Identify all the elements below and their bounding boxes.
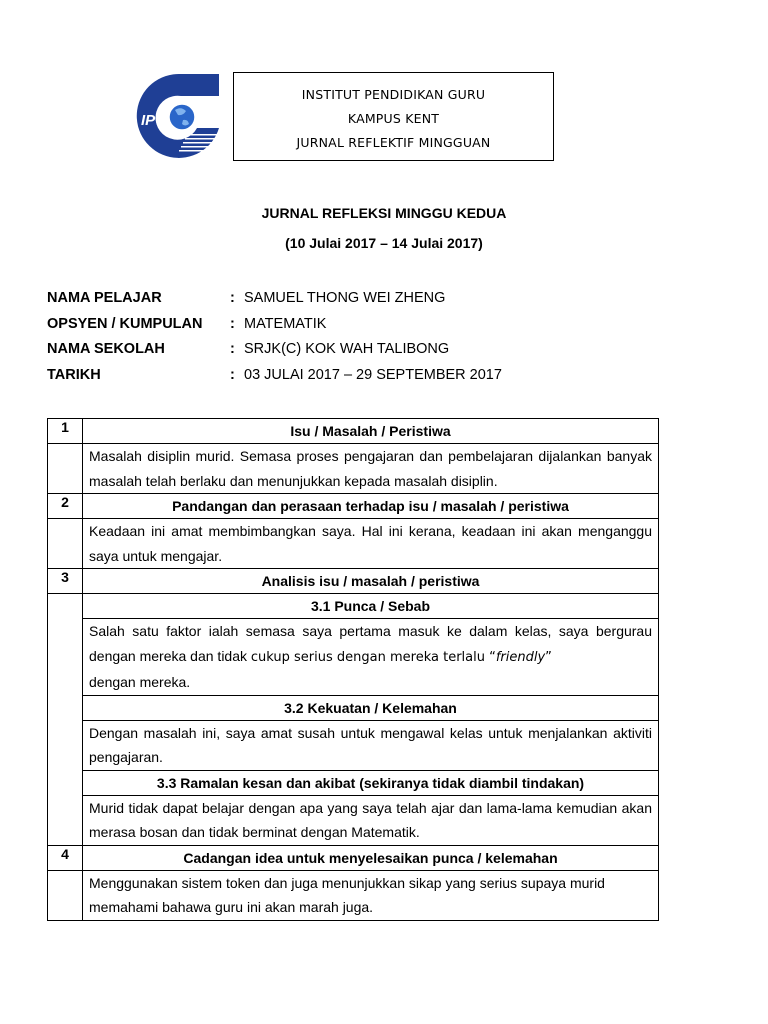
info-colon: :: [230, 366, 235, 383]
institute-header-box: [233, 72, 554, 161]
table-row: [48, 770, 659, 795]
text-part: Salah satu faktor ialah semasa saya pertama masuk ke dalam kelas, saya bergurau dengan mereka dan tidak: [89, 623, 652, 664]
info-row-option: [47, 316, 502, 342]
info-row-name: [47, 290, 502, 316]
table-row: [48, 870, 659, 920]
info-label: NAMA PELAJAR: [47, 290, 162, 306]
header-line-3: JURNAL REFLEKTIF MINGGUAN: [296, 135, 491, 150]
ipg-logo: [135, 70, 220, 165]
header-line-2: KAMPUS KENT: [347, 111, 440, 126]
table-row: [48, 444, 659, 494]
table-row: [48, 845, 659, 870]
info-row-date: [47, 367, 502, 393]
section-text: Keadaan ini amat membimbangkan saya. Hal ini kerana, keadaan ini akan menganggu saya untuk mengajar.: [83, 519, 659, 569]
table-row: [48, 619, 659, 696]
section-text: Masalah disiplin murid. Semasa proses pengajaran dan pembelajaran dijalankan banyak masalah telah berlaku dan menunjukkan kepada masalah disiplin.: [83, 444, 659, 494]
journal-title: JURNAL REFLEKSI MINGGU KEDUA: [261, 205, 507, 221]
info-value: SAMUEL THONG WEI ZHENG: [244, 290, 446, 306]
info-value: MATEMATIK: [244, 315, 327, 332]
text-part-italic: friendly: [495, 649, 546, 665]
table-row: [48, 795, 659, 845]
header-line-1: INSTITUT PENDIDIKAN GURU: [301, 87, 486, 102]
section-heading: Pandangan dan perasaan terhadap isu / masalah / peristiwa: [83, 494, 659, 519]
info-colon: :: [230, 341, 235, 357]
info-colon: :: [230, 290, 235, 306]
section-number: 2: [48, 494, 83, 519]
subsection-heading: 3.2 Kekuatan / Kelemahan: [83, 695, 659, 720]
subsection-text: Dengan masalah ini, saya amat susah untuk mengawal kelas untuk menjalankan aktiviti pengajaran.: [83, 720, 659, 770]
subsection-text: Murid tidak dapat belajar dengan apa yang saya telah ajar dan lama-lama kemudian akan merasa bosan dan tidak berminat dengan Matematik.: [83, 795, 659, 845]
section-number: 1: [48, 419, 83, 444]
table-row: [48, 695, 659, 720]
info-label: TARIKH: [47, 366, 101, 383]
info-label: OPSYEN / KUMPULAN: [47, 315, 203, 332]
logo-text: IPG: [141, 112, 167, 129]
text-part: cukup serius dengan mereka terlalu “: [250, 649, 496, 665]
info-label: NAMA SEKOLAH: [47, 341, 165, 357]
info-row-school: [47, 341, 502, 367]
section-number: 4: [48, 845, 83, 870]
student-info: [47, 290, 502, 392]
section-number: 3: [48, 569, 83, 594]
info-value: SRJK(C) KOK WAH TALIBONG: [244, 341, 450, 357]
table-row: [48, 569, 659, 594]
subsection-heading: 3.3 Ramalan kesan dan akibat (sekiranya tidak diambil tindakan): [83, 770, 659, 795]
section-heading: Cadangan idea untuk menyelesaikan punca / kelemahan: [83, 845, 659, 870]
subsection-text: [83, 619, 659, 696]
section-heading: Isu / Masalah / Peristiwa: [83, 419, 659, 444]
subsection-heading: 3.1 Punca / Sebab: [83, 594, 659, 619]
table-row: [48, 519, 659, 569]
section-heading: Analisis isu / masalah / peristiwa: [83, 569, 659, 594]
journal-date-range: (10 Julai 2017 – 14 Julai 2017): [285, 235, 483, 251]
info-value: 03 JULAI 2017 – 29 SEPTEMBER 2017: [244, 366, 502, 383]
text-part: ”: [545, 649, 552, 665]
text-part: dengan mereka.: [89, 674, 191, 690]
info-colon: :: [230, 315, 235, 332]
table-row: [48, 494, 659, 519]
section-text: Menggunakan sistem token dan juga menunjukkan sikap yang serius supaya murid memahami bahawa guru ini akan marah juga.: [83, 870, 659, 920]
table-row: [48, 419, 659, 444]
reflection-table: [47, 418, 659, 921]
table-row: [48, 594, 659, 619]
table-row: [48, 720, 659, 770]
